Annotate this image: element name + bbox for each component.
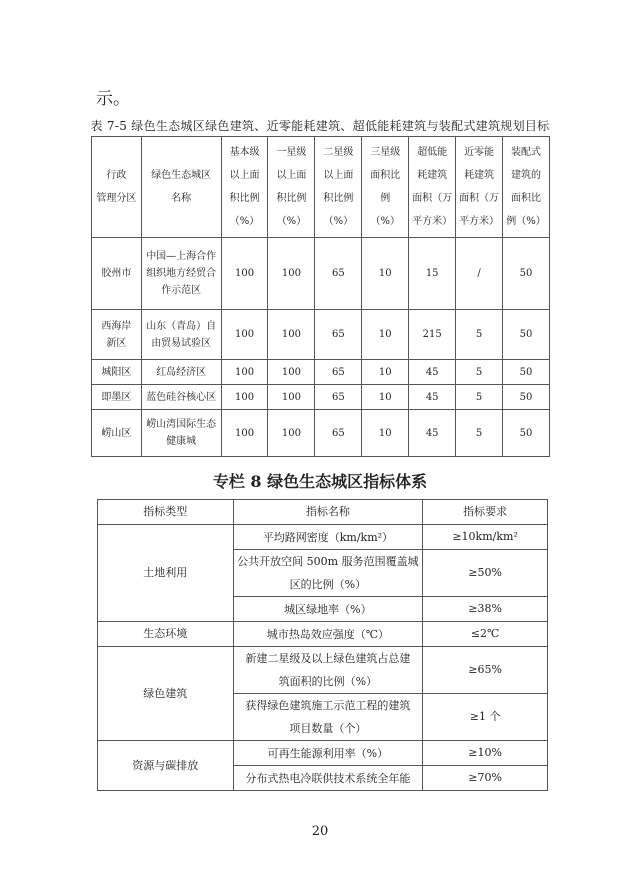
value-cell: 50 xyxy=(503,238,550,310)
cell-line: 崂山湾国际生态 xyxy=(146,419,217,430)
column-header xyxy=(315,137,362,238)
table-header-row xyxy=(98,500,548,525)
district-cell xyxy=(92,238,142,310)
cell-line: 健康城 xyxy=(166,436,197,447)
cell-line: 区的比例（%） xyxy=(289,578,367,591)
column-header xyxy=(141,137,221,238)
cell-line: 新区 xyxy=(106,337,127,349)
value-cell: 5 xyxy=(456,385,503,410)
cell-line: 中国—上海合作 xyxy=(146,251,217,262)
cell-line: 耗建筑 xyxy=(417,170,448,181)
indicator-requirement-cell: ≥1 个 xyxy=(423,694,548,741)
cell-line: 面积比 xyxy=(511,193,541,204)
green-building-targets-table xyxy=(91,136,550,457)
district-cell xyxy=(92,360,142,385)
indicator-type-cell: 生态环境 xyxy=(98,622,234,647)
value-cell: 50 xyxy=(503,410,550,457)
cell-line: 蓝色硅谷核心区 xyxy=(146,391,217,403)
cell-line: 二星级 xyxy=(323,147,354,158)
cell-line: 筑面积的比例（%） xyxy=(278,675,378,688)
value-cell: 100 xyxy=(221,410,268,457)
table-caption: 表 7-5 绿色生态城区绿色建筑、近零能耗建筑、超低能耗建筑与装配式建筑规划目标 xyxy=(90,119,550,133)
cell-line: 城市热岛效应强度（℃） xyxy=(266,627,390,641)
table-row xyxy=(98,622,548,647)
cell-line: 积比例 xyxy=(229,193,260,204)
column-header xyxy=(221,137,268,238)
column-header xyxy=(409,137,456,238)
cell-line: 平方米） xyxy=(412,216,453,227)
value-cell: 65 xyxy=(315,410,362,457)
indicator-name-cell xyxy=(233,525,423,550)
cell-line: （%） xyxy=(370,216,401,227)
indicator-name-cell xyxy=(233,766,423,791)
indicator-requirement-cell: ≥65% xyxy=(423,647,548,694)
cell-line: 平均路网密度（km/km²） xyxy=(262,530,394,544)
column-header xyxy=(503,137,550,238)
value-cell: 65 xyxy=(315,310,362,360)
value-cell: 10 xyxy=(362,238,409,310)
cell-line: 耗建筑 xyxy=(464,170,495,181)
cell-line: 以上面 xyxy=(323,170,354,181)
cell-line: 名称 xyxy=(171,193,192,204)
cell-line: 由贸易试验区 xyxy=(151,337,212,349)
district-cell xyxy=(92,385,142,410)
cell-line: 新建二星级及以上绿色建筑占总建 xyxy=(245,652,411,665)
table-row xyxy=(92,410,550,457)
value-cell: 100 xyxy=(268,238,315,310)
indicator-system-table xyxy=(97,499,548,791)
zone-name-cell xyxy=(141,385,221,410)
value-cell: 10 xyxy=(362,410,409,457)
value-cell: 100 xyxy=(221,385,268,410)
cell-line: 以上面 xyxy=(276,170,307,181)
value-cell: 100 xyxy=(268,360,315,385)
cell-line: 基本级 xyxy=(229,147,260,158)
cell-line: 获得绿色建筑施工示范工程的建筑 xyxy=(245,699,411,712)
cell-line: 以上面 xyxy=(229,170,260,181)
value-cell: 5 xyxy=(456,410,503,457)
indicator-requirement-cell: ≥10% xyxy=(423,741,548,766)
value-cell: 50 xyxy=(503,310,550,360)
indicator-requirement-cell: ≥10km/km² xyxy=(423,525,548,550)
cell-line: 平方米） xyxy=(459,216,500,227)
cell-line: 三星级 xyxy=(370,147,401,158)
cell-line: 积比例 xyxy=(276,193,307,204)
value-cell: 5 xyxy=(456,360,503,385)
value-cell: / xyxy=(456,238,503,310)
value-cell: 15 xyxy=(409,238,456,310)
cell-line: 近零能 xyxy=(464,147,495,158)
cell-line: 一星级 xyxy=(276,147,307,158)
table-row xyxy=(92,385,550,410)
table-row xyxy=(92,310,550,360)
value-cell: 5 xyxy=(456,310,503,360)
indicator-name-cell xyxy=(233,694,423,741)
column-header xyxy=(362,137,409,238)
cell-line: （%） xyxy=(276,216,307,227)
table-row xyxy=(98,647,548,694)
indicator-name-cell xyxy=(233,550,423,597)
cell-line: 行政 xyxy=(106,170,127,181)
cell-line: 绿色生态城区 xyxy=(151,170,212,181)
indicator-requirement-cell: ≥38% xyxy=(423,597,548,622)
value-cell: 10 xyxy=(362,385,409,410)
value-cell: 10 xyxy=(362,360,409,385)
column-header xyxy=(268,137,315,238)
cell-line: 超低能 xyxy=(417,147,448,158)
cell-line: 例（%） xyxy=(506,216,546,227)
indicator-requirement-cell: ≥70% xyxy=(423,766,548,791)
district-cell xyxy=(92,310,142,360)
cell-line: 项目数量（个） xyxy=(289,722,367,735)
column-header xyxy=(92,137,142,238)
indicator-name-cell xyxy=(233,622,423,647)
table-row xyxy=(92,238,550,310)
table-row xyxy=(98,741,548,766)
column-header: 指标要求 xyxy=(423,500,548,525)
column-header: 指标名称 xyxy=(233,500,423,525)
page-number: 20 xyxy=(311,824,329,839)
cell-line: 管理分区 xyxy=(96,193,137,204)
table-row xyxy=(92,360,550,385)
zone-name-cell xyxy=(141,410,221,457)
value-cell: 215 xyxy=(409,310,456,360)
table-row xyxy=(98,525,548,550)
value-cell: 45 xyxy=(409,385,456,410)
cell-line: 分布式热电冷联供技术系统全年能 xyxy=(245,771,411,785)
indicator-name-cell xyxy=(233,597,423,622)
table-header-row xyxy=(92,137,550,238)
cell-line: （%） xyxy=(229,216,260,227)
value-cell: 100 xyxy=(268,310,315,360)
value-cell: 10 xyxy=(362,310,409,360)
cell-line: 即墨区 xyxy=(101,391,132,403)
cell-line: 作示范区 xyxy=(161,285,202,296)
value-cell: 45 xyxy=(409,360,456,385)
cell-line: 面积（万 xyxy=(459,193,500,204)
cell-line: 建筑的 xyxy=(511,170,541,181)
value-cell: 100 xyxy=(268,410,315,457)
indicator-requirement-cell: ≥50% xyxy=(423,550,548,597)
indicator-name-cell xyxy=(233,741,423,766)
value-cell: 65 xyxy=(315,385,362,410)
cell-line: 积比例 xyxy=(323,193,354,204)
value-cell: 65 xyxy=(315,238,362,310)
cell-line: 装配式 xyxy=(511,147,541,158)
cell-line: 公共开放空间 500m 服务范围覆盖城 xyxy=(237,555,419,568)
cell-line: 城区绿地率（%） xyxy=(284,602,372,616)
cell-line: 组织地方经贸合 xyxy=(146,268,217,279)
zone-name-cell xyxy=(141,310,221,360)
cell-line: 西海岸 xyxy=(101,320,132,332)
cell-line: 面积比 xyxy=(370,170,401,181)
cell-line: 可再生能源利用率（%） xyxy=(267,746,389,760)
cell-line: 胶州市 xyxy=(101,268,132,279)
indicator-requirement-cell: ≤2℃ xyxy=(423,622,548,647)
value-cell: 100 xyxy=(268,385,315,410)
value-cell: 100 xyxy=(221,360,268,385)
cell-line: 崂山区 xyxy=(101,427,132,439)
cell-line: 例 xyxy=(380,193,391,204)
value-cell: 50 xyxy=(503,385,550,410)
cell-line: 红岛经济区 xyxy=(156,366,207,378)
cell-line: 山东（青岛）自 xyxy=(146,320,217,332)
district-cell xyxy=(92,410,142,457)
zone-name-cell xyxy=(141,360,221,385)
section-title: 专栏 8 绿色生态城区指标体系 xyxy=(212,472,428,491)
value-cell: 65 xyxy=(315,360,362,385)
indicator-name-cell xyxy=(233,647,423,694)
cell-line: （%） xyxy=(323,216,354,227)
value-cell: 50 xyxy=(503,360,550,385)
value-cell: 100 xyxy=(221,238,268,310)
cell-line: 面积（万 xyxy=(412,193,453,204)
indicator-type-cell: 土地利用 xyxy=(98,525,234,622)
indicator-type-cell: 资源与碳排放 xyxy=(98,741,234,791)
lead-text: 示。 xyxy=(96,89,130,109)
value-cell: 100 xyxy=(221,310,268,360)
cell-line: 城阳区 xyxy=(101,366,132,378)
column-header xyxy=(456,137,503,238)
zone-name-cell xyxy=(141,238,221,310)
indicator-type-cell: 绿色建筑 xyxy=(98,647,234,741)
value-cell: 45 xyxy=(409,410,456,457)
column-header: 指标类型 xyxy=(98,500,234,525)
